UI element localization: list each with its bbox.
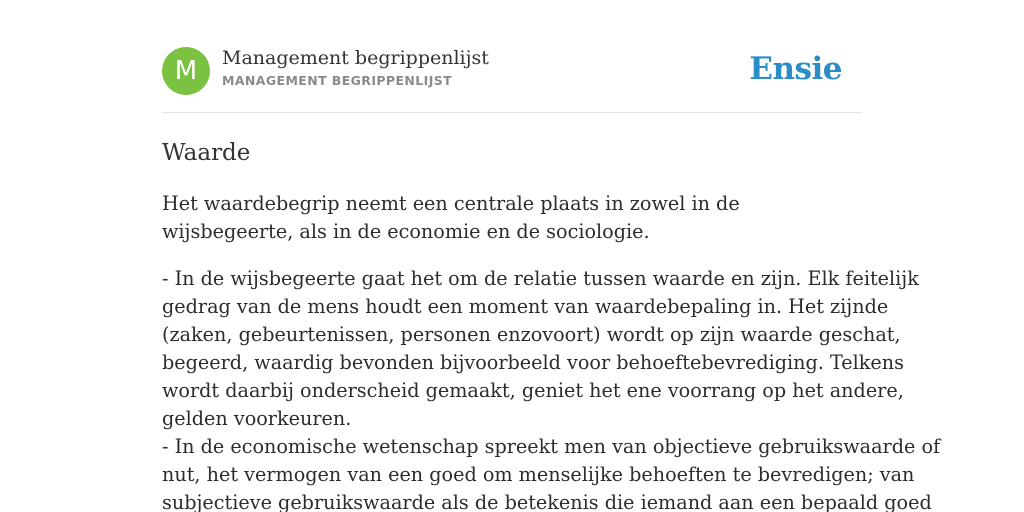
avatar[interactable]: M — [162, 47, 210, 95]
header — [162, 0, 862, 113]
text-line: (zaken, gebeurtenissen, personen enzovoort) wordt op zijn waarde geschat, — [162, 323, 901, 346]
text-line: subjectieve gebruikswaarde als de betekenis die iemand aan een bepaald goed — [162, 491, 932, 512]
page-title: Waarde — [162, 140, 251, 166]
text-line: gedrag van de mens houdt een moment van waardebepaling in. Het zijnde — [162, 295, 889, 318]
intro-paragraph: Het waardebegrip neemt een centrale plaats in zowel in de wijsbegeerte, als in de economie en de sociologie. — [162, 192, 740, 243]
text-line: - In de economische wetenschap spreekt men van objectieve gebruikswaarde of — [162, 435, 941, 458]
source-title[interactable]: Management begrippenlijst — [222, 47, 489, 69]
brand-logo[interactable]: Ensie — [749, 51, 842, 87]
body-paragraph — [162, 265, 941, 512]
content-column — [162, 0, 941, 512]
text-line: gelden voorkeuren. — [162, 407, 352, 430]
text-line: wordt daarbij onderscheid gemaakt, geniet het ene voorrang op het andere, — [162, 379, 904, 402]
header-text — [222, 46, 489, 90]
text-line: - In de wijsbegeerte gaat het om de relatie tussen waarde en zijn. Elk feitelijk — [162, 267, 919, 290]
text-line: nut, het vermogen van een goed om menselijke behoeften te bevredigen; van — [162, 463, 915, 486]
source-subtitle: MANAGEMENT BEGRIPPENLIJST — [222, 73, 453, 88]
text-line: begeerd, waardig bevonden bijvoorbeeld voor behoeftebevrediging. Telkens — [162, 351, 904, 374]
